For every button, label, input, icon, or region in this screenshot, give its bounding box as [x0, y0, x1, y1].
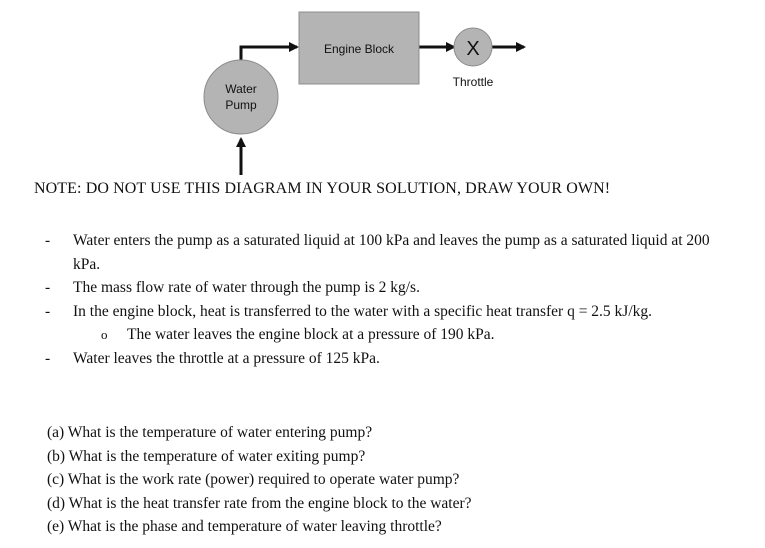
- pump-label-line1: Water: [225, 82, 257, 96]
- engine-block-label: Engine Block: [323, 42, 395, 56]
- bullet-text: Water leaves the throttle at a pressure of 125 kPa.: [73, 349, 380, 367]
- question-b: (b) What is the temperature of water exiting pump?: [47, 447, 366, 465]
- list-item: [0, 229, 765, 276]
- water-pump: [204, 60, 278, 134]
- sub-list-item: [0, 323, 765, 347]
- pump-to-engine-arrow: [241, 47, 297, 62]
- bullet-text: In the engine block, heat is transferred to the water with a specific heat transfer q = 2.5 kJ/kg.: [73, 302, 653, 320]
- flow-diagram: [0, 0, 765, 180]
- sub-bullet-text: The water leaves the engine block at a pressure of 190 kPa.: [127, 326, 495, 343]
- bullet-marker: -: [45, 232, 51, 249]
- questions-list: [47, 421, 472, 539]
- sub-bullet-marker: o: [101, 327, 108, 342]
- bullet-marker: -: [45, 279, 51, 296]
- question-c: (c) What is the work rate (power) required to operate water pump?: [47, 471, 460, 489]
- question-d: (d) What is the heat transfer rate from the engine block to the water?: [47, 494, 472, 512]
- question-a: (a) What is the temperature of water entering pump?: [47, 424, 373, 441]
- pump-label-line2: Pump: [225, 98, 257, 112]
- given-conditions-list: [0, 229, 765, 370]
- throttle-symbol: X: [466, 38, 480, 60]
- bullet-marker: -: [45, 349, 51, 367]
- diagram-note: NOTE: DO NOT USE THIS DIAGRAM IN YOUR SOLUTION, DRAW YOUR OWN!: [34, 180, 611, 197]
- bullet-text: The mass flow rate of water through the pump is 2 kg/s.: [73, 279, 420, 296]
- list-item: [0, 276, 765, 300]
- question-e: (e) What is the phase and temperature of water leaving throttle?: [47, 518, 442, 536]
- bullet-marker: -: [45, 302, 51, 320]
- list-item: [0, 347, 765, 371]
- bullet-text: Water enters the pump as a saturated liquid at 100 kPa and leaves the pump as a saturated liquid at 200 kPa.: [73, 232, 710, 273]
- throttle-label: Throttle: [452, 75, 494, 89]
- list-item: [0, 300, 765, 324]
